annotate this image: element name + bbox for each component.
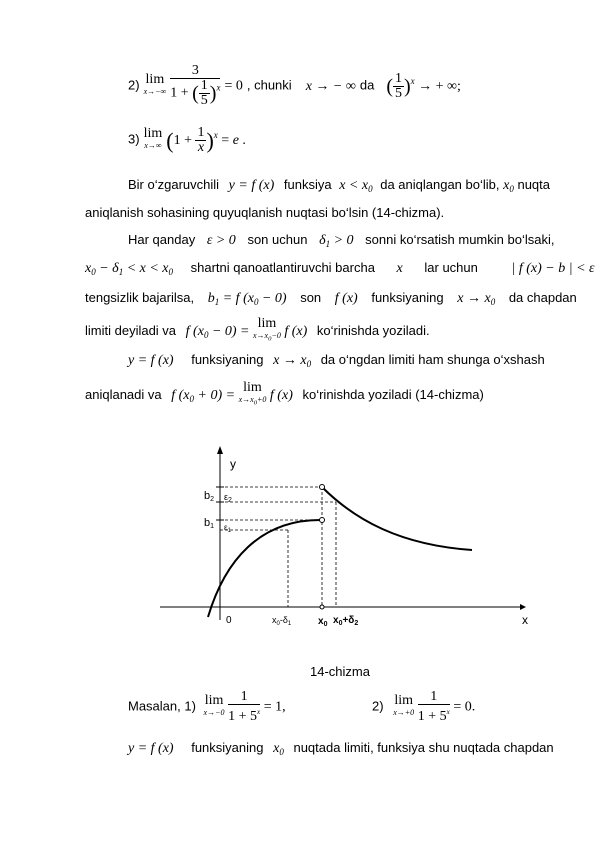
paragraph-last: y = f (x) funksiyaning $x_0$ nuqtada limiti, funksiya shu nuqtada chapdan xyxy=(128,740,554,757)
y-axis-arrow xyxy=(217,446,223,454)
paragraph-definition-1: Bir o‘zgaruvchili y = f (x) funksiya $x < x_0$ da aniqlangan bo‘lib, $x_0$ nuqta xyxy=(128,177,551,194)
paragraph-definition-1b: aniqlanish sohasining quyuqlanish nuqtasi bo‘lsin (14-chizma). xyxy=(85,205,445,220)
eps2-label: $\varepsilon_2$ xyxy=(224,492,232,504)
fraction: 3 1 + ( $\frac{1}{5}$ )$^x$ xyxy=(170,63,221,108)
item-label-2: 2) xyxy=(128,77,140,93)
paragraph-limiti: limiti deyiladi va f $(x_0 - 0)$ = lim $x\to x_0-0$ f (x) ko‘rinishda yoziladi. xyxy=(85,316,430,343)
example-2: 2) lim x→+0 $\frac{1}{1 + 5^x}$ = 0. xyxy=(372,689,476,724)
x0-minus-delta1-label: $x_0-\delta_1$ xyxy=(272,615,292,627)
figure-14 xyxy=(160,440,540,630)
eps1-label: $\varepsilon_1$ xyxy=(224,523,231,534)
figure-caption: 14-chizma xyxy=(310,664,370,679)
paragraph-tengsizlik: tengsizlik bajarilsa, $b_1 = f$ $(x_0 - 0)$ son f (x) funksiyaning $x \to x_0$ da chapdan xyxy=(85,290,577,307)
x0-label: $x_0$ xyxy=(318,616,328,628)
paragraph-har-qanday: Har qanday ε > 0 son uchun $\delta_1 > 0$ sonni ko‘rsatish mumkin bo‘lsaki, xyxy=(128,232,555,249)
b2-label: b2 xyxy=(204,490,215,503)
examples-line: Masalan, 1) lim x→−0 $\frac{1}{1 + 5^x}$ = 1, xyxy=(128,689,286,724)
formula-line-3: 3) lim x→∞ (1 + $\frac{1}{x}$ )$^x$ = e . xyxy=(128,125,246,155)
right-branch-curve xyxy=(322,487,472,550)
paragraph-ongdan: y = f (x) funksiyaning $x \to x_0$ da o‘ngdan limiti ham shunga o‘xshash xyxy=(128,352,545,369)
x0-plus-delta2-label: $x_0+\delta_2$ xyxy=(333,615,359,627)
da-text: da xyxy=(359,77,375,93)
paragraph-aniqlanadi: aniqlanadi va f $(x_0 + 0)$ = lim $x\to x_0+0$ f (x) ko‘rinishda yoziladi (14-chizma) xyxy=(85,380,484,407)
paragraph-shartni: $x_0 - \delta_1 < x < x_0$ shartni qanoatlantiruvchi barcha x lar uchun | f (x) − b | < ε xyxy=(85,260,595,277)
x-axis-label: x xyxy=(522,613,528,627)
origin-label: 0 xyxy=(226,615,232,626)
x-axis-arrow xyxy=(520,604,526,610)
y-axis-label: y xyxy=(230,457,236,471)
formula-line-2: 2) lim x→−∞ 3 1 + ( $\frac{1}{5}$ )$^x$ = 0 , chunki x → − ∞ da ( $\frac{1}{5}$ )$^x$ → + ∞; xyxy=(128,63,461,108)
left-branch-curve xyxy=(208,520,320,617)
lim-operator: lim x→−∞ xyxy=(143,72,167,96)
b1-label: b1 xyxy=(204,517,215,530)
chunki-text: , chunki xyxy=(246,77,292,93)
item-label-3: 3) xyxy=(128,131,140,147)
